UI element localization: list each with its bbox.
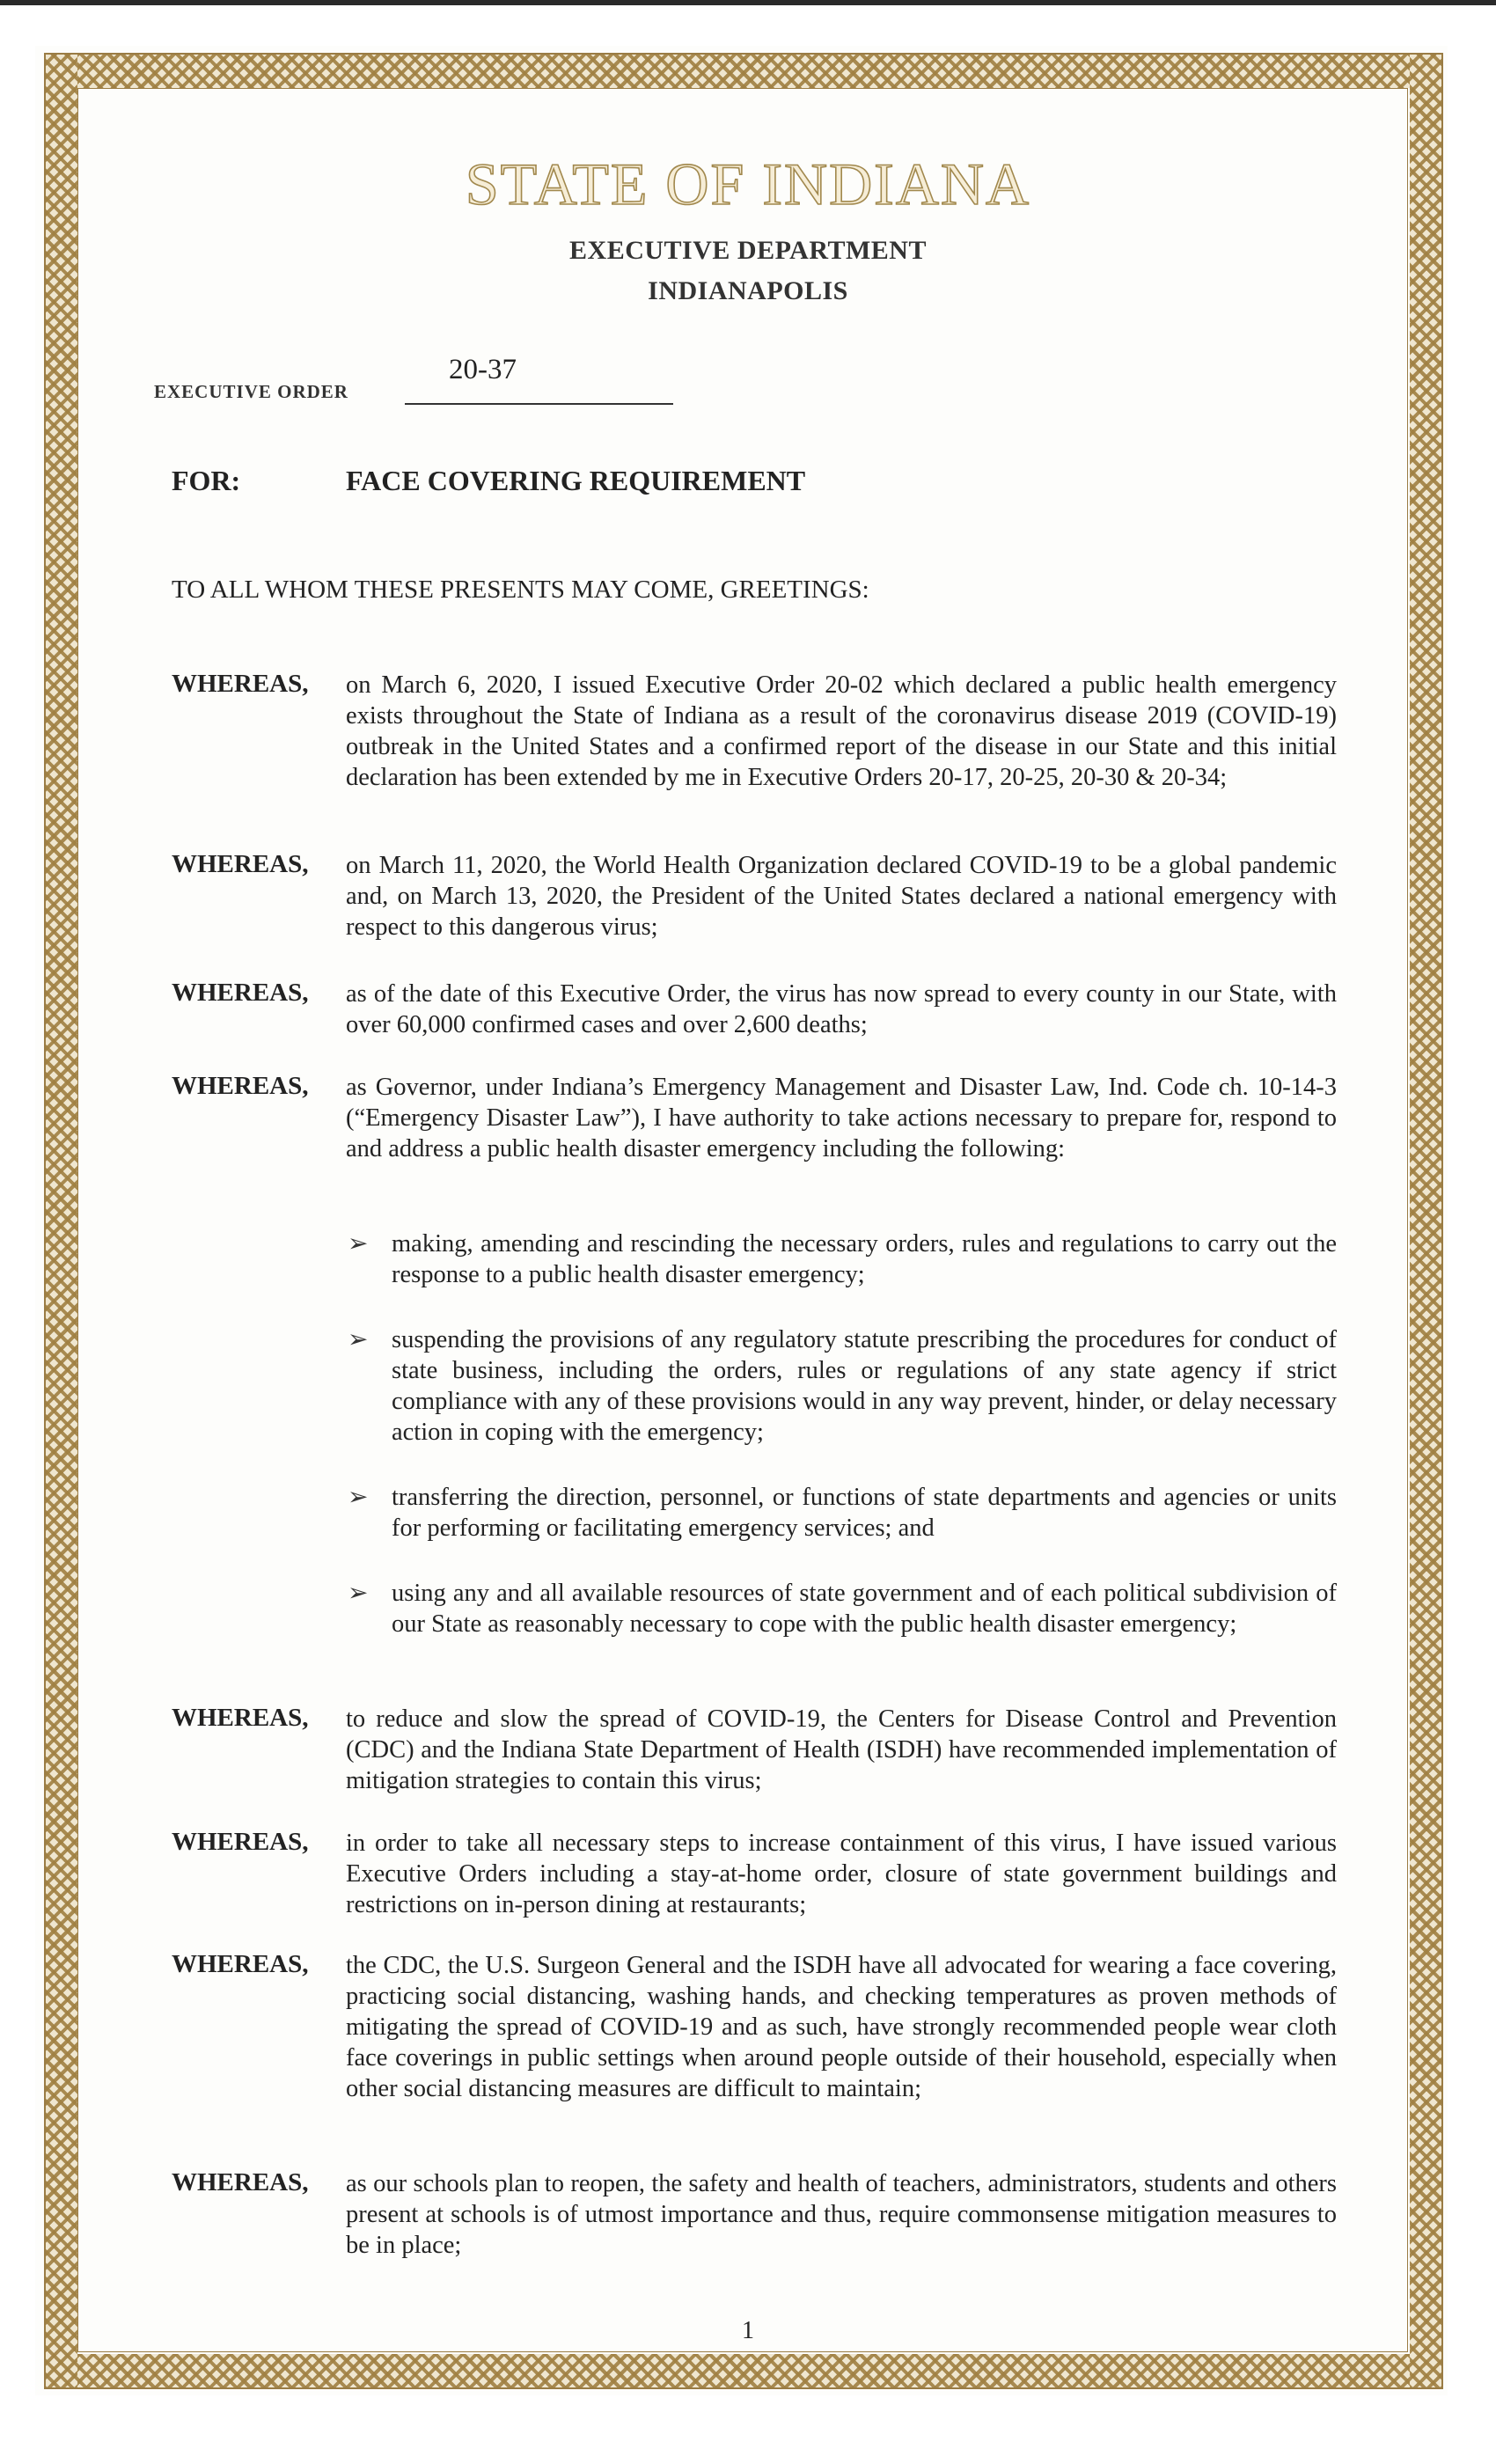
city-heading: INDIANAPOLIS bbox=[648, 276, 848, 305]
whereas-clause-2: on March 11, 2020, the World Health Organization declared COVID-19 to be a global pandemic and, on March 13, 2020, the President of the United States declared a national emergency with respect to this dangerous virus; bbox=[346, 852, 1337, 941]
greeting: TO ALL WHOM THESE PRESENTS MAY COME, GREETINGS: bbox=[172, 576, 869, 604]
whereas-clause-6: in order to take all necessary steps to increase containment of this virus, I have issued various Executive Orders including a stay-at-home order, closure of state government buildings and restrictions on in-person dining at restaurants; bbox=[346, 1830, 1337, 1918]
order-subject: FACE COVERING REQUIREMENT bbox=[346, 465, 806, 496]
whereas-clause-7: the CDC, the U.S. Surgeon General and the ISDH have all advocated for wearing a face covering, practicing social distancing, washing hands, and checking temperatures as proven methods of mitigating the spread of COVID-19 and as such, have strongly recommended people wear cloth face coverings in public settings when around people outside of their household, especially when other social distancing measures are difficult to maintain; bbox=[346, 1952, 1337, 2102]
whereas-label: WHEREAS, bbox=[172, 1072, 309, 1100]
arrow-bullet-icon: ➢ bbox=[348, 1580, 369, 1607]
authority-item-4: using any and all available resources of state government and of each political subdivision of our State as reasonably necessary to cope with the public health disaster emergency; bbox=[392, 1580, 1337, 1638]
department-heading: EXECUTIVE DEPARTMENT bbox=[569, 236, 927, 265]
for-label: FOR: bbox=[172, 465, 241, 496]
authority-item-1: making, amending and rescinding the necessary orders, rules and regulations to carry out the response to a public health disaster emergency; bbox=[392, 1230, 1337, 1288]
state-title: STATE OF INDIANA bbox=[465, 150, 1031, 217]
whereas-label: WHEREAS, bbox=[172, 1950, 309, 1978]
whereas-clause-5: to reduce and slow the spread of COVID-19, the Centers for Disease Control and Prevention (CDC) and the Indiana State Department of Health (ISDH) have recommended implementation of mitigation strategies to contain this virus; bbox=[346, 1705, 1337, 1794]
whereas-clause-8: as our schools plan to reopen, the safety and health of teachers, administrators, students and others present at schools is of utmost importance and thus, require commonsense mitigation measures to be in place; bbox=[346, 2170, 1337, 2259]
whereas-clause-4: as Governor, under Indiana’s Emergency Management and Disaster Law, Ind. Code ch. 10-14-3 (“Emergency Disaster Law”), I have authority to take actions necessary to prepare for, respond to and address a public health disaster emergency including the following: bbox=[346, 1074, 1337, 1162]
whereas-label: WHEREAS, bbox=[172, 670, 309, 698]
whereas-clause-1: on March 6, 2020, I issued Executive Order 20-02 which declared a public health emergency exists throughout the State of Indiana as a result of the coronavirus disease 2019 (COVID-19) outbreak in the United States and a confirmed report of the disease in our State and this initial declaration has been extended by me in Executive Orders 20-17, 20-25, 20-30 & 20-34; bbox=[346, 671, 1337, 791]
whereas-clause-3: as of the date of this Executive Order, the virus has now spread to every county in our State, with over 60,000 confirmed cases and over 2,600 deaths; bbox=[346, 980, 1337, 1038]
executive-order-underline bbox=[405, 403, 673, 405]
arrow-bullet-icon: ➢ bbox=[348, 1326, 369, 1353]
scan-top-edge bbox=[0, 0, 1496, 5]
whereas-label: WHEREAS, bbox=[172, 850, 309, 878]
arrow-bullet-icon: ➢ bbox=[348, 1230, 369, 1258]
whereas-label: WHEREAS, bbox=[172, 979, 309, 1007]
page-number: 1 bbox=[742, 2317, 754, 2344]
whereas-label: WHEREAS, bbox=[172, 1828, 309, 1856]
arrow-bullet-icon: ➢ bbox=[348, 1484, 369, 1511]
whereas-label: WHEREAS, bbox=[172, 2168, 309, 2196]
executive-order-label: EXECUTIVE ORDER bbox=[154, 381, 348, 402]
whereas-label: WHEREAS, bbox=[172, 1704, 309, 1732]
authority-item-3: transferring the direction, personnel, or functions of state departments and agencies or units for performing or facilitating emergency services; and bbox=[392, 1484, 1337, 1542]
executive-order-number: 20-37 bbox=[449, 354, 517, 385]
authority-item-2: suspending the provisions of any regulatory statute prescribing the procedures for conduct of state business, including the orders, rules or regulations of any state agency if strict compliance with any of these provisions would in any way prevent, hinder, or delay necessary action in coping with the emergency; bbox=[392, 1326, 1337, 1446]
